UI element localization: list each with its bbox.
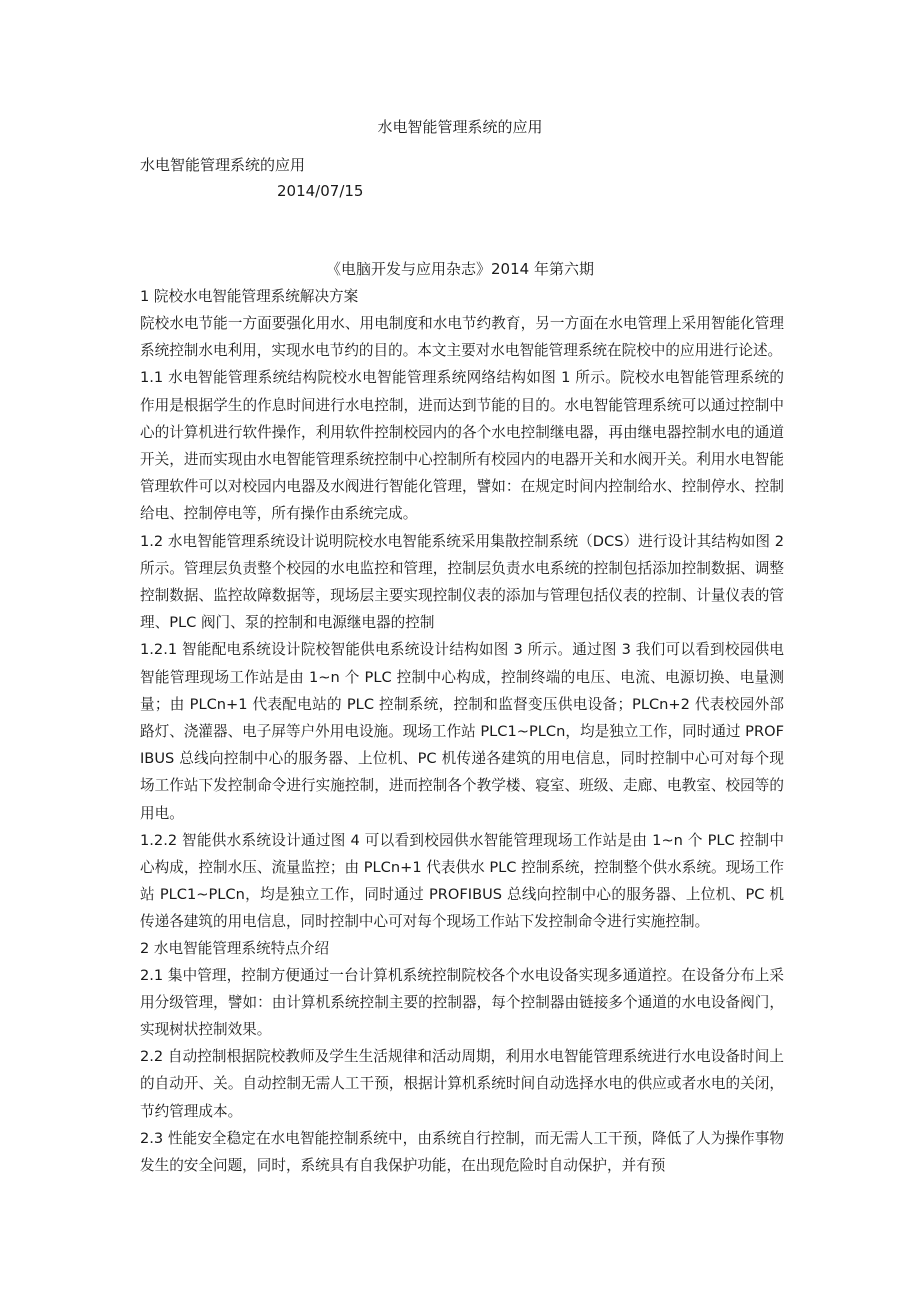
paragraph: 1.2.2 智能供水系统设计通过图 4 可以看到校园供水智能管理现场工作站是由 1~n 个 PLC 控制中心构成，控制水压、流量监控；由 PLCn+1 代表供水 PLC 控制系统，控制整个供水系统。现场工作站 PLC1~PLCn，均是独立工作，同时通过 PROFIBUS 总线向控制中心的服务器、上位机、PC 机传递各建筑的用电信息，同时控制中心可对每个现场工作站下发控制命令进行实施控制。 [140,831,784,931]
publish-date: 2014/07/15 [277,182,364,200]
section-heading: 1 院校水电智能管理系统解决方案 [140,288,359,305]
article-body [140,284,784,1179]
paragraph: 2.2 自动控制根据院校教师及学生生活规律和活动周期，利用水电智能管理系统进行水电设备时间上的自动开、关。自动控制无需人工干预，根据计算机系统时间自动选择水电的供应或者水电的关闭，节约管理成本。 [140,1048,784,1120]
journal-source: 《电脑开发与应用杂志》2014 年第六期 [326,260,594,278]
paragraph: 1.1 水电智能管理系统结构院校水电智能管理系统网络结构如图 1 所示。院校水电智能管理系统的作用是根据学生的作息时间进行水电控制，进而达到节能的目的。水电智能管理系统可以通过控制中心的计算机进行软件操作，利用软件控制校园内的各个水电控制继电器，再由继电器控制水电的通道开关，进而实现由水电智能管理系统控制中心控制所有校园内的电器开关和水阀开关。利用水电智能管理软件可以对校园内电器及水阀进行智能化管理，譬如：在规定时间内控制给水、控制停水、控制给电、控制停电等，所有操作由系统完成。 [140,369,784,523]
paragraph: 院校水电节能一方面要强化用水、用电制度和水电节约教育，另一方面在水电管理上采用智能化管理系统控制水电利用，实现水电节约的目的。本文主要对水电智能管理系统在院校中的应用进行论述。 [140,315,784,360]
paragraph: 1.2 水电智能管理系统设计说明院校水电智能系统采用集散控制系统（DCS）进行设计其结构如图 2 所示。管理层负责整个校园的水电监控和管理，控制层负责水电系统的控制包括添加控制数据、调整控制数据、监控故障数据等，现场层主要实现控制仪表的添加与管理包括仪表的控制、计量仪表的管理、PLC 阀门、泵的控制和电源继电器的控制 [140,532,784,632]
section-heading: 2 水电智能管理系统特点介绍 [140,939,330,957]
paragraph: 2.1 集中管理，控制方便通过一台计算机系统控制院校各个水电设备实现多通道控。在设备分布上采用分级管理，譬如：由计算机系统控制主要的控制器，每个控制器由链接多个通道的水电设备阀门，实现树状控制效果。 [140,966,784,1039]
paragraph: 1.2.1 智能配电系统设计院校智能供电系统设计结构如图 3 所示。通过图 3 我们可以看到校园供电智能管理现场工作站是由 1~n 个 PLC 控制中心构成，控制终端的电压、电流、电源切换、电量测量；由 PLCn+1 代表配电站的 PLC 控制系统，控制和监督变压供电设备；PLCn+2 代表校园外部路灯、浇灌器、电子屏等户外用电设施。现场工作站 PLC1~PLCn，均是独立工作，同时通过 PROFIBUS 总线向控制中心的服务器、上位机、PC 机传递各建筑的用电信息，同时控制中心可对每个现场工作站下发控制命令进行实施控制，进而控制各个教学楼、寝室、班级、走廊、电教室、校园等的用电。 [140,641,784,822]
article-title: 水电智能管理系统的应用 [140,156,306,174]
paragraph: 2.3 性能安全稳定在水电智能控制系统中，由系统自行控制，而无需人工干预，降低了人为操作事物发生的安全问题，同时，系统具有自我保护功能，在出现危险时自动保护，并有预 [140,1129,784,1175]
document-title: 水电智能管理系统的应用 [377,118,543,136]
